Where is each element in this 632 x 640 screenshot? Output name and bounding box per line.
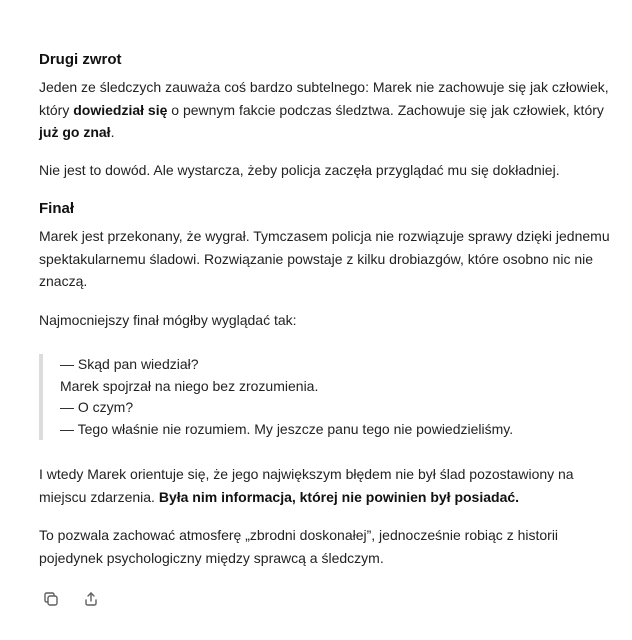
quote-line: — Tego właśnie nie rozumiem. My jeszcze panu tego nie powiedzieliśmy. bbox=[60, 420, 514, 437]
paragraph-biggest-mistake bbox=[39, 463, 619, 508]
text-span: I wtedy Marek orientuje się, że jego największym błędem nie był ślad pozostawiony na miejscu zdarzenia. bbox=[39, 466, 574, 505]
text-span: o pewnym fakcie podczas śledztwa. Zachowuje się jak człowiek, który bbox=[167, 101, 604, 118]
copy-button[interactable] bbox=[42, 590, 60, 608]
quote-line: — Skąd pan wiedział? bbox=[60, 356, 199, 372]
bold-span: już go znał bbox=[39, 124, 111, 140]
share-icon bbox=[83, 591, 99, 607]
text-span: . bbox=[110, 124, 115, 140]
text-span: Jeden ze śledczych zauważa coś bardzo subtelnego: Marek nie zachowuje się jak człowiek, który bbox=[39, 79, 609, 118]
section-heading-drugi-zwrot: Drugi zwrot bbox=[39, 51, 122, 68]
message-actions bbox=[42, 590, 100, 608]
quote-line: Marek spojrzał na niego bez zrozumienia. bbox=[60, 377, 319, 394]
dialogue-blockquote bbox=[39, 354, 619, 440]
bold-span: dowiedział się bbox=[73, 101, 168, 118]
bold-span: Była nim informacja, której nie powinien był posiadać. bbox=[158, 488, 520, 505]
paragraph-subtle-observation bbox=[39, 76, 619, 144]
paragraph-strongest-ending: Najmocniejszy finał mógłby wyglądać tak: bbox=[39, 311, 297, 328]
paragraph-atmosphere: To pozwala zachować atmosferę „zbrodni doskonałej”, jednocześnie robiąc z historii pojedynek psychologiczny między sprawcą a śledczym. bbox=[39, 527, 559, 566]
message-content bbox=[39, 48, 619, 569]
section-heading-final: Finał bbox=[39, 200, 75, 217]
copy-icon bbox=[43, 591, 59, 607]
share-button[interactable] bbox=[82, 590, 100, 608]
paragraph-marek-convinced: Marek jest przekonany, że wygrał. Tymczasem policja nie rozwiązuje sprawy dzięki jednemu spektakularnemu śladowi. Rozwiązanie powstaje z kilku drobiazgów, które osobno nic nie znaczą. bbox=[39, 228, 610, 289]
quote-line: — O czym? bbox=[60, 399, 134, 415]
paragraph-not-proof: Nie jest to dowód. Ale wystarcza, żeby policja zaczęła przyglądać mu się dokładniej. bbox=[39, 161, 560, 178]
